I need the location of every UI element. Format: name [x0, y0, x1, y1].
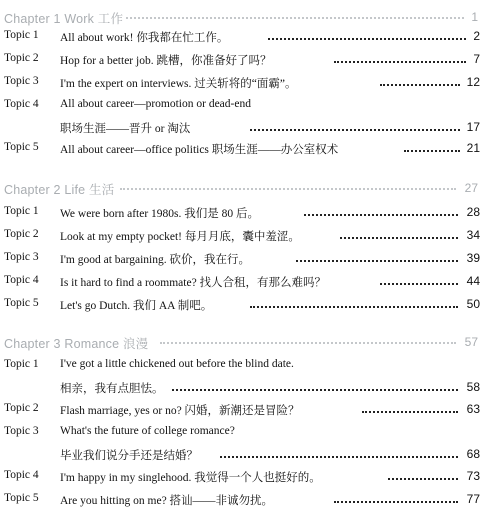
topic-page: 7: [473, 52, 480, 66]
toc-entry[interactable]: [0, 29, 482, 45]
topic-title: What's the future of college romance?: [60, 425, 235, 437]
topic-page: 28: [466, 205, 480, 219]
topic-page: 2: [473, 29, 480, 43]
toc-entry[interactable]: [0, 402, 482, 418]
topic-title: All about career—office politics 职场生涯——办公室权术: [60, 144, 339, 156]
leader-dots: [250, 306, 458, 308]
topic-page: 21: [466, 141, 480, 155]
toc-entry[interactable]: [0, 274, 482, 290]
toc-entry[interactable]: [0, 469, 482, 485]
topic-title: I've got a little chickened out before the blind date.: [60, 358, 294, 370]
topic-label: Topic 2: [4, 228, 39, 240]
toc-entry[interactable]: [0, 251, 482, 267]
topic-label: Topic 3: [4, 75, 39, 87]
leader-dots: [250, 129, 460, 131]
topic-page: 77: [466, 492, 480, 506]
chapter-heading: [0, 6, 482, 28]
leader-dots: [404, 150, 460, 152]
leader-dots: [334, 501, 458, 503]
chapter-heading: [0, 331, 482, 353]
leader-dots: [120, 188, 456, 190]
chapter-title: Chapter 3 Romance 浪漫: [4, 337, 149, 351]
toc-entry[interactable]: [0, 52, 482, 68]
topic-title: We were born after 1980s. 我们是 80 后。: [60, 208, 259, 220]
topic-page: 12: [466, 75, 480, 89]
toc-entry[interactable]: [0, 75, 482, 91]
topic-label: Topic 4: [4, 469, 39, 481]
leader-dots: [268, 38, 466, 40]
chapter-page: 27: [464, 181, 478, 195]
toc-entry[interactable]: [0, 205, 482, 221]
topic-label: Topic 5: [4, 492, 39, 504]
topic-title: Hop for a better job. 跳槽，你准备好了吗？: [60, 55, 272, 67]
topic-label: Topic 5: [4, 141, 39, 153]
toc-entry[interactable]: [0, 358, 482, 398]
topic-page: 39: [466, 251, 480, 265]
leader-dots: [334, 61, 466, 63]
topic-label: Topic 3: [4, 425, 39, 437]
topic-title: Are you hitting on me? 搭讪——非诚勿扰。: [60, 495, 274, 507]
leader-dots: [172, 389, 458, 391]
leader-dots: [388, 478, 458, 480]
leader-dots: [296, 260, 458, 262]
topic-page: 34: [466, 228, 480, 242]
toc-entry[interactable]: [0, 228, 482, 244]
topic-label: Topic 2: [4, 402, 39, 414]
topic-label: Topic 1: [4, 205, 39, 217]
leader-dots: [304, 214, 458, 216]
topic-title: I'm the expert on interviews. 过关斩将的“面霸”。: [60, 78, 297, 90]
topic-label: Topic 1: [4, 358, 39, 370]
chapter-title: Chapter 1 Work 工作: [4, 12, 124, 26]
toc-entry[interactable]: [0, 492, 482, 508]
leader-dots: [126, 17, 464, 19]
topic-label: Topic 5: [4, 297, 39, 309]
leader-dots: [380, 283, 458, 285]
topic-page: 73: [466, 469, 480, 483]
topic-page: 58: [466, 380, 480, 394]
topic-title: I'm good at bargaining. 砍价，我在行。: [60, 254, 250, 266]
toc-entry[interactable]: [0, 98, 482, 138]
chapter-heading: [0, 177, 482, 199]
topic-title: Is it hard to find a roommate? 找人合租，有那么难吗？: [60, 277, 327, 289]
topic-title-continued: 职场生涯——晋升 or 淘汰: [60, 123, 191, 135]
chapter-page: 57: [464, 335, 478, 349]
topic-label: Topic 4: [4, 274, 39, 286]
leader-dots: [340, 237, 458, 239]
topic-page: 17: [466, 120, 480, 134]
toc-entry[interactable]: [0, 425, 482, 465]
topic-label: Topic 3: [4, 251, 39, 263]
leader-dots: [160, 342, 456, 344]
leader-dots: [362, 411, 458, 413]
topic-page: 50: [466, 297, 480, 311]
chapter-page: 1: [471, 10, 478, 24]
topic-title: Look at my empty pocket! 每月月底，囊中羞涩。: [60, 231, 300, 243]
chapter-title: Chapter 2 Life 生活: [4, 183, 115, 197]
topic-page: 68: [466, 447, 480, 461]
topic-label: Topic 2: [4, 52, 39, 64]
toc-entry[interactable]: [0, 141, 482, 157]
topic-title-continued: 相亲，我有点胆怯。: [60, 383, 164, 395]
topic-title: Let's go Dutch. 我们 AA 制吧。: [60, 300, 213, 312]
topic-title: Flash marriage, yes or no? 闪婚，新潮还是冒险？: [60, 405, 300, 417]
topic-title-continued: 毕业我们说分手还是结婚？: [60, 450, 198, 462]
topic-label: Topic 1: [4, 29, 39, 41]
topic-label: Topic 4: [4, 98, 39, 110]
topic-title: I'm happy in my singlehood. 我觉得一个人也挺好的。: [60, 472, 321, 484]
topic-title: All about work! 你我都在忙工作。: [60, 32, 229, 44]
leader-dots: [380, 84, 460, 86]
topic-page: 44: [466, 274, 480, 288]
toc-entry[interactable]: [0, 297, 482, 313]
leader-dots: [220, 456, 458, 458]
topic-page: 63: [466, 402, 480, 416]
topic-title: All about career—promotion or dead-end: [60, 98, 251, 110]
